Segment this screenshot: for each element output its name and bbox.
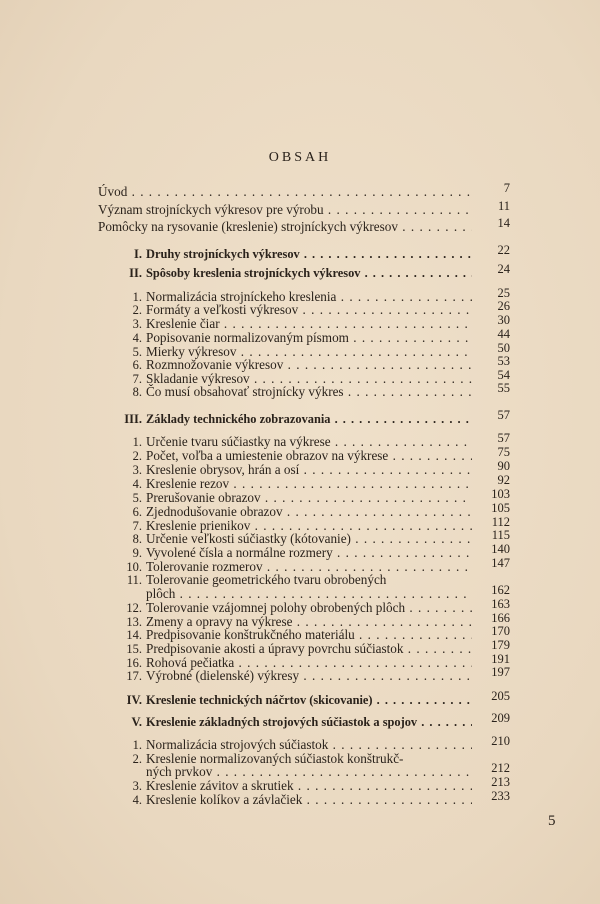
toc-entry-number: 4. [132, 477, 142, 491]
toc-entry-number: 2. [132, 449, 142, 463]
toc-entry-number: 7. [132, 519, 142, 533]
toc-entry-number: 4. [132, 793, 142, 807]
toc-entry-number: 17. [126, 669, 142, 683]
toc-entry-label: Normalizácia strojníckeho kreslenia . . . [146, 289, 472, 305]
toc-entry-page: 105 [491, 501, 510, 515]
toc-entry-label: Mierky výkresov . . . [146, 344, 472, 360]
toc-entry-page: 53 [497, 354, 510, 368]
toc-entry-label: Skladanie výkresov . . . [146, 371, 472, 387]
toc-entry-number: 14. [126, 628, 142, 642]
toc-entry-label: Druhy strojníckych výkresov . . . [146, 246, 472, 262]
page-title: OBSAH [268, 150, 332, 165]
toc-entry-label: Prerušovanie obrazov . . . [146, 490, 472, 506]
toc-entry-page: 14 [497, 216, 510, 230]
toc-entry-label: Kreslenie obrysov, hrán a osí . . . [146, 462, 472, 478]
toc-entry-number: 6. [132, 505, 142, 519]
toc-entry-number: 1. [132, 435, 142, 449]
toc-entry-label: Kreslenie základných strojových súčiastok a spojov . . . [146, 714, 472, 730]
toc-entry-number: IV. [126, 693, 142, 707]
toc-entry-number: 3. [132, 463, 142, 477]
toc-entry-label: Vyvolené čísla a normálne rozmery . . . [146, 545, 472, 561]
toc-entry-page: 212 [491, 761, 510, 775]
toc-entry-label: Zmeny a opravy na výkrese . . . [146, 614, 472, 630]
toc-entry-page: 213 [491, 775, 510, 789]
toc-entry-number: 11. [126, 573, 142, 587]
toc-entry-label: Význam strojníckych výkresov pre výrobu . . . [98, 202, 472, 218]
toc-entry [98, 689, 510, 708]
toc-entry [98, 262, 510, 281]
toc-entry-label: Popisovanie normalizovaným písmom . . . [146, 330, 472, 346]
toc-entry [98, 199, 510, 218]
toc-entry-label: Kreslenie rezov . . . [146, 476, 472, 492]
toc-entry-number: 16. [126, 656, 142, 670]
toc-entry-label: Určenie tvaru súčiastky na výkrese . . . [146, 434, 472, 450]
toc-entry [98, 381, 510, 400]
toc-entry-page: 233 [491, 789, 510, 803]
toc-entry-number: 10. [126, 560, 142, 574]
toc-entry-label: Predpisovanie konštrukčného materiálu . . . [146, 627, 472, 643]
toc-entry-page: 26 [497, 299, 510, 313]
toc-entry-page: 90 [497, 459, 510, 473]
toc-entry-number: II. [129, 266, 142, 280]
toc-entry-page: 147 [491, 556, 510, 570]
toc-entry-label: Spôsoby kreslenia strojníckych výkresov . . . [146, 265, 472, 281]
toc-entry-page: 197 [491, 665, 510, 679]
toc-entry-label: Určenie veľkosti súčiastky (kótovanie) . . . [146, 531, 472, 547]
toc-entry-label: Čo musí obsahovať strojnícky výkres . . . [146, 384, 472, 400]
toc-entry-label: Tolerovanie rozmerov . . . [146, 559, 472, 575]
toc-entry-label: plôch . . . [146, 586, 472, 602]
toc-entry [98, 665, 510, 684]
toc-entry-label: Kreslenie technických náčrtov (skicovanie) . . . [146, 692, 472, 708]
toc-entry-page: 75 [497, 445, 510, 459]
toc-entry-page: 11 [497, 199, 510, 213]
toc-entry-label: Kreslenie čiar . . . [146, 316, 472, 332]
toc-entry-page: 57 [497, 431, 510, 445]
toc-entry-label: Základy technického zobrazovania . . . [146, 411, 472, 427]
toc-entry-number: 6. [132, 358, 142, 372]
toc-entry-page: 205 [491, 689, 510, 703]
toc-entry-label: Predpisovanie akosti a úpravy povrchu súčiastok . . . [146, 641, 472, 657]
toc-entry-label: Rohová pečiatka . . . [146, 655, 472, 671]
toc-entry-page: 24 [497, 262, 510, 276]
toc-entry-page: 44 [497, 327, 510, 341]
toc-entry-page: 163 [491, 597, 510, 611]
toc-entry-number: 1. [132, 290, 142, 304]
toc-entry-number: 3. [132, 779, 142, 793]
toc-entry-page: 179 [491, 638, 510, 652]
toc-entry-label: Kreslenie kolíkov a závlačiek . . . [146, 792, 472, 808]
toc-entry [98, 243, 510, 262]
toc-entry-page: 162 [491, 583, 510, 597]
toc-entry-number: 8. [132, 385, 142, 399]
toc-entry-page: 115 [491, 528, 510, 542]
toc-entry-number: 12. [126, 601, 142, 615]
toc-entry-number: V. [131, 715, 142, 729]
toc-entry-number: 3. [132, 317, 142, 331]
toc-entry-page: 140 [491, 542, 510, 556]
toc-entry-number: 15. [126, 642, 142, 656]
toc-entry-number: 5. [132, 345, 142, 359]
toc-entry-number: III. [124, 412, 142, 426]
toc-entry-number: 5. [132, 491, 142, 505]
toc-entry-number: I. [134, 247, 142, 261]
toc-entry-label: Úvod . . . [98, 184, 472, 200]
toc-entry-label: Kreslenie prienikov . . . [146, 518, 472, 534]
toc-entry-page: 55 [497, 381, 510, 395]
toc-entry-label: Kreslenie závitov a skrutiek . . . [146, 778, 472, 794]
toc-entry-label: Počet, voľba a umiestenie obrazov na výkrese . . . [146, 448, 472, 464]
toc-entry-page: 30 [497, 313, 510, 327]
toc-entry-page: 191 [491, 652, 510, 666]
toc-entry-number: 4. [132, 331, 142, 345]
toc-entry-label: ných prvkov . . . [146, 764, 472, 780]
toc-entry-page: 166 [491, 611, 510, 625]
toc-entry-number: 2. [132, 752, 142, 766]
toc-entry-page: 170 [491, 624, 510, 638]
toc-entry-page: 25 [497, 286, 510, 300]
toc-entry [98, 216, 510, 235]
toc-entry-number: 9. [132, 546, 142, 560]
toc-entry [98, 789, 510, 808]
toc-entry-page: 112 [491, 515, 510, 529]
toc-entry [98, 711, 510, 730]
toc-entry-label: Normalizácia strojových súčiastok . . . [146, 737, 472, 753]
toc-entry-label: Pomôcky na rysovanie (kreslenie) strojníckych výkresov . . . [98, 219, 472, 235]
toc-entry-page: 54 [497, 368, 510, 382]
toc-entry-label: Tolerovanie geometrického tvaru obrobených [146, 572, 387, 587]
toc-entry-number: 13. [126, 615, 142, 629]
page-number: 5 [548, 813, 556, 829]
toc-entry-number: 7. [132, 372, 142, 386]
toc-entry-page: 7 [503, 181, 510, 195]
toc-entry-number: 2. [132, 303, 142, 317]
toc-entry-page: 209 [491, 711, 510, 725]
toc-entry [98, 408, 510, 427]
toc-entry-label: Zjednodušovanie obrazov . . . [146, 504, 472, 520]
toc-entry-label: Formáty a veľkosti výkresov . . . [146, 302, 472, 318]
toc-entry-label: Rozmnožovanie výkresov . . . [146, 357, 472, 373]
toc-entry-page: 50 [497, 341, 510, 355]
toc-entry-number: 1. [132, 738, 142, 752]
toc-entry-page: 22 [497, 243, 510, 257]
toc-entry-label: Tolerovanie vzájomnej polohy obrobených plôch . . . [146, 600, 472, 616]
toc-entry-label: Výrobné (dielenské) výkresy . . . [146, 668, 472, 684]
toc-entry-page: 103 [491, 487, 510, 501]
toc-entry-label: Kreslenie normalizovaných súčiastok konštrukč- [146, 751, 404, 766]
toc-entry-page: 210 [491, 734, 510, 748]
toc-entry-number: 8. [132, 532, 142, 546]
toc-entry [98, 181, 510, 200]
toc-entry-page: 57 [497, 408, 510, 422]
toc-entry-page: 92 [497, 473, 510, 487]
